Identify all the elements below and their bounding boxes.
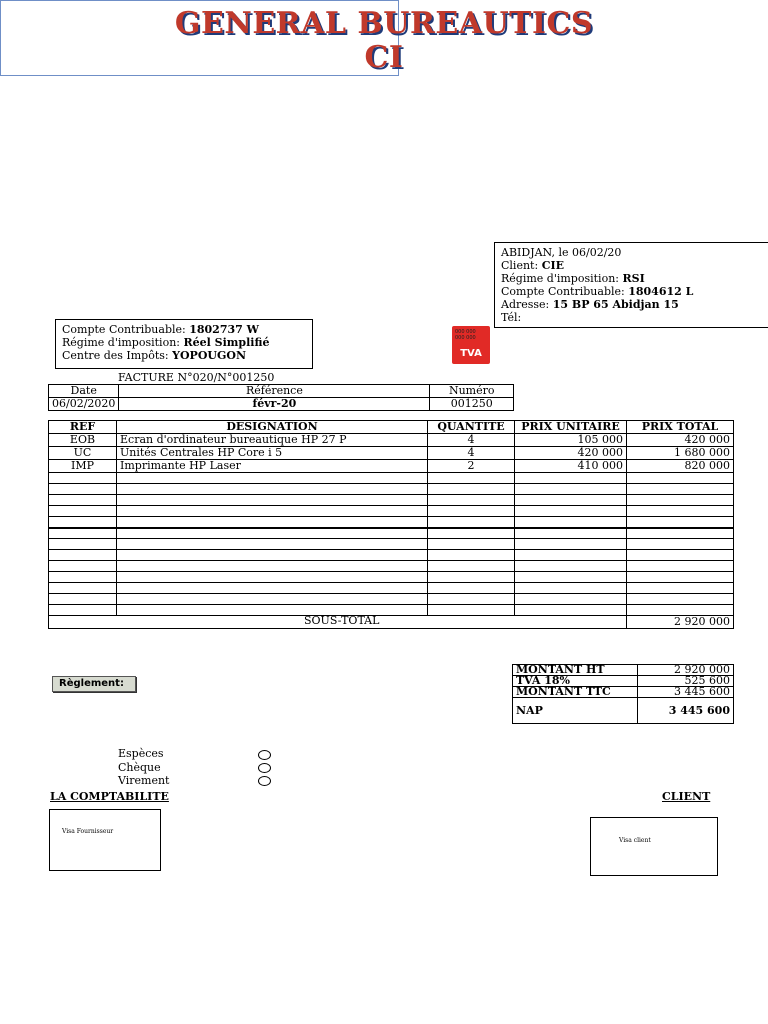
ref-cell [49,605,117,616]
table-row-empty [49,572,734,583]
company-name-line1: GENERAL BUREAUTICS [174,6,594,41]
prix-total-cell [627,506,734,517]
quantite-column-header: QUANTITE [428,421,515,434]
prix-total-cell [627,605,734,616]
prix-total-cell: 820 000 [627,460,734,473]
ref-cell [49,583,117,594]
table-row [49,434,734,447]
table-row-empty [49,528,734,539]
table-row-empty [49,561,734,572]
radio-virement[interactable] [258,776,271,786]
radio-cheque[interactable] [258,763,271,773]
nap-value: 3 445 600 [638,698,734,724]
ref-cell [49,484,117,495]
prix-total-cell [627,495,734,506]
company-info-box [55,319,313,369]
prix-total-cell [627,528,734,539]
date-header: Date [49,385,119,398]
designation-cell [117,495,428,506]
quantite-cell [428,473,515,484]
tva-label: TVA 18% [513,676,638,687]
designation-cell [117,517,428,528]
ref-cell: IMP [49,460,117,473]
reference-value: févr-20 [119,398,430,411]
sous-total-label: SOUS-TOTAL [304,614,380,627]
designation-cell: Ecran d'ordinateur bureautique HP 27 P [117,434,428,447]
prix-unitaire-cell [515,539,627,550]
reference-header: Référence [119,385,430,398]
quantite-cell [428,583,515,594]
quantite-cell [428,605,515,616]
ref-cell [49,594,117,605]
prix-unitaire-cell [515,561,627,572]
sous-total-value: 2 920 000 [627,616,734,629]
client-info-box [494,242,768,328]
designation-cell [117,484,428,495]
prix-total-cell [627,539,734,550]
prix-unitaire-cell: 105 000 [515,434,627,447]
company-title-box [0,0,594,76]
prix-unitaire-cell [515,583,627,594]
table-row [49,447,734,460]
prix-total-cell [627,550,734,561]
invoice-title: FACTURE N°020/N°001250 [118,371,275,384]
quantite-cell [428,550,515,561]
tva-badge [452,326,490,364]
tva-value: 525 600 [638,676,734,687]
prix-unitaire-cell [515,506,627,517]
quantite-cell [428,484,515,495]
prix-total-cell [627,583,734,594]
ref-cell: UC [49,447,117,460]
reglement-button[interactable]: Règlement: [52,676,136,692]
client-line: ABIDJAN, le 06/02/20 [501,246,622,259]
visa-fournisseur-box [49,809,161,871]
designation-cell: Imprimante HP Laser [117,460,428,473]
prix-unitaire-cell [515,473,627,484]
designation-cell [117,550,428,561]
table-row-empty [49,594,734,605]
ref-cell [49,517,117,528]
prix-unitaire-cell [515,605,627,616]
nap-label: NAP [513,698,638,724]
prix-unitaire-column-header: PRIX UNITAIRE [515,421,627,434]
designation-column-header: DESIGNATION [117,421,428,434]
montant-ht-value: 2 920 000 [638,665,734,676]
ref-cell [49,561,117,572]
prix-total-cell: 420 000 [627,434,734,447]
prix-unitaire-cell [515,495,627,506]
company-info-line: Centre des Impôts: YOPOUGON [62,349,247,362]
table-row-empty [49,484,734,495]
prix-unitaire-cell [515,528,627,539]
montant-ht-label: MONTANT HT [513,665,638,676]
quantite-cell [428,539,515,550]
quantite-cell: 4 [428,434,515,447]
client-line: Régime d'imposition: RSI [501,272,645,285]
numero-header: Numéro [430,385,514,398]
designation-cell [117,583,428,594]
prix-unitaire-cell: 410 000 [515,460,627,473]
prix-total-cell: 1 680 000 [627,447,734,460]
totals-table [512,664,734,724]
quantite-cell [428,517,515,528]
payment-option-virement: Virement [118,774,170,787]
montant-ttc-label: MONTANT TTC [513,687,638,698]
table-row-empty [49,539,734,550]
designation-cell [117,528,428,539]
visa-client-label: Visa client [619,837,651,844]
prix-total-cell [627,594,734,605]
prix-total-cell [627,517,734,528]
prix-total-column-header: PRIX TOTAL [627,421,734,434]
designation-cell [117,594,428,605]
table-row-empty [49,550,734,561]
ref-cell: EOB [49,434,117,447]
montant-ttc-value: 3 445 600 [638,687,734,698]
quantite-cell [428,572,515,583]
ref-column-header: REF [49,421,117,434]
comptabilite-title: LA COMPTABILITE [50,790,169,803]
quantite-cell: 4 [428,447,515,460]
items-table [48,420,734,629]
designation-cell [117,506,428,517]
table-row-empty [49,583,734,594]
prix-unitaire-cell [515,517,627,528]
client-line: Adresse: 15 BP 65 Abidjan 15 [501,298,679,311]
ref-cell [49,572,117,583]
payment-option-especes: Espèces [118,747,164,760]
designation-cell: Unités Centrales HP Core i 5 [117,447,428,460]
table-row-empty [49,506,734,517]
table-row-empty [49,495,734,506]
prix-unitaire-cell [515,550,627,561]
prix-unitaire-cell [515,594,627,605]
payment-option-cheque: Chèque [118,761,161,774]
designation-cell [117,473,428,484]
prix-unitaire-cell: 420 000 [515,447,627,460]
designation-cell [117,561,428,572]
client-title: CLIENT [662,790,711,803]
invoice-header-table [48,384,514,411]
prix-total-cell [627,473,734,484]
radio-especes[interactable] [258,750,271,760]
ref-cell [49,473,117,484]
ref-cell [49,550,117,561]
table-row-empty [49,473,734,484]
quantite-cell [428,528,515,539]
tva-badge-small-text: 000 000 000 000 [455,329,476,341]
designation-cell [117,605,428,616]
client-line: Compte Contribuable: 1804612 L [501,285,694,298]
visa-client-box [590,817,718,876]
quantite-cell [428,561,515,572]
client-line: Tél: [501,311,522,324]
prix-total-cell [627,572,734,583]
designation-cell [117,572,428,583]
company-name-line2: CI [364,40,404,75]
prix-total-cell [627,561,734,572]
date-value: 06/02/2020 [49,398,119,411]
company-info-line: Compte Contribuable: 1802737 W [62,323,259,336]
quantite-cell [428,495,515,506]
table-row-empty [49,517,734,528]
sous-total-label-cell [49,616,627,629]
ref-cell [49,495,117,506]
client-line: Client: CIE [501,259,564,272]
prix-unitaire-cell [515,484,627,495]
tva-badge-label: TVA [460,348,482,359]
designation-cell [117,539,428,550]
quantite-cell: 2 [428,460,515,473]
table-row [49,460,734,473]
ref-cell [49,539,117,550]
ref-cell [49,528,117,539]
prix-unitaire-cell [515,572,627,583]
numero-value: 001250 [430,398,514,411]
visa-fournisseur-label: Visa Fournisseur [62,828,114,835]
quantite-cell [428,594,515,605]
company-info-line: Régime d'imposition: Réel Simplifié [62,336,270,349]
table-row-empty [49,605,734,616]
prix-total-cell [627,484,734,495]
